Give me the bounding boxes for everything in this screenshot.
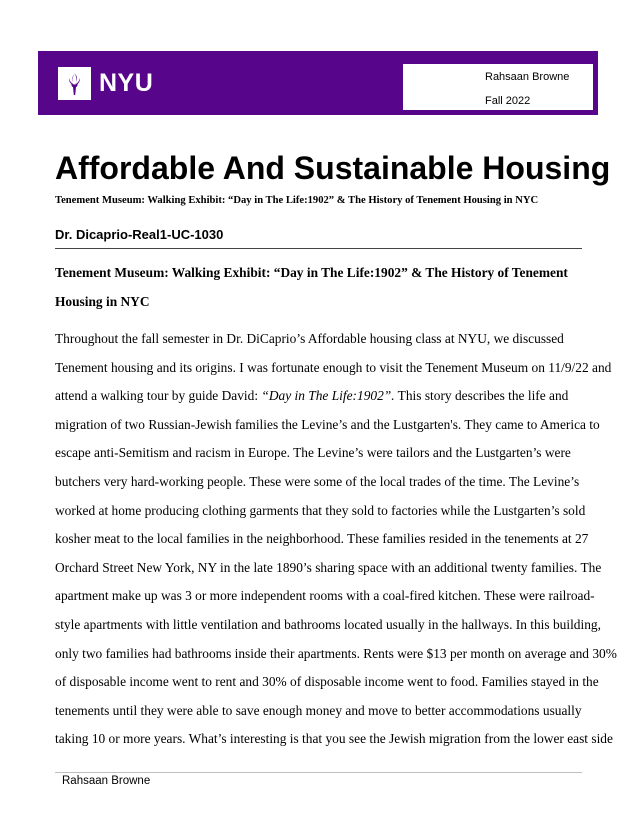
author-info-box xyxy=(403,64,593,110)
body-line: apartment make up was 3 or more independent rooms with a coal-fired kitchen. These were railroad- xyxy=(55,588,595,604)
body-line: migration of two Russian-Jewish families the Levine’s and the Lustgarten's. They came to America to xyxy=(55,416,600,432)
body-line: kosher meat to the local families in the neighborhood. These families resided in the tenements at 27 xyxy=(55,531,589,547)
header-banner xyxy=(38,51,598,115)
body-paragraph xyxy=(55,325,617,754)
section-heading xyxy=(55,258,582,316)
nyu-logo xyxy=(58,65,153,101)
body-line: Throughout the fall semester in Dr. DiCaprio’s Affordable housing class at NYU, we discussed xyxy=(55,331,564,346)
body-line: taking 10 or more years. What’s interesting is that you see the Jewish migration from the lower east side xyxy=(55,731,613,747)
body-line: of disposable income went to rent and 30% of disposable income went to food. Families stayed in the xyxy=(55,674,599,690)
body-line: Orchard Street New York, NY in the late 1890’s sharing space with an additional twenty families. The xyxy=(55,559,602,575)
course-author: Dr. Dicaprio-Real1-UC-1030 xyxy=(55,227,224,242)
torch-icon xyxy=(58,67,91,100)
body-line: butchers very hard-working people. These were some of the local trades of the time. The Levine’s xyxy=(55,473,580,489)
body-line: escape anti-Semitism and racism in Europe. The Levine’s were tailors and the Lustgarten’s were xyxy=(55,445,571,461)
footer-author: Rahsaan Browne xyxy=(62,775,151,787)
logo-text: NYU xyxy=(99,68,154,97)
body-line: Tenement housing and its origins. I was fortunate enough to visit the Tenement Museum on 11/9/22 and xyxy=(55,359,612,375)
exhibit-title-italic: “Day in The Life:1902”. xyxy=(261,388,395,404)
header-divider xyxy=(55,248,582,249)
page-subtitle: Tenement Museum: Walking Exhibit: “Day in The Life:1902” & The History of Tenement Housing in NYC xyxy=(55,195,539,206)
term-label: Fall 2022 xyxy=(485,95,531,107)
section-heading-line: Tenement Museum: Walking Exhibit: “Day in The Life:1902” & The History of Tenement xyxy=(55,265,568,280)
body-line: only two families had bathrooms inside their apartments. Rents were $13 per month on average and 30% xyxy=(55,645,617,661)
author-name: Rahsaan Browne xyxy=(485,71,570,83)
body-text-segment: attend a walking tour by guide David: xyxy=(55,388,262,404)
body-line: style apartments with little ventilation and bathrooms located usually in the hallways. In this building, xyxy=(55,616,601,632)
body-line xyxy=(55,382,582,411)
footer-divider xyxy=(55,772,582,773)
body-line: worked at home producing clothing garments that they sold to factories while the Lustgarten’s sold xyxy=(55,502,586,518)
body-text-segment: This story describes the life and xyxy=(394,388,569,404)
section-heading-line: Housing in NYC xyxy=(55,294,150,309)
page-title: Affordable And Sustainable Housing xyxy=(55,150,611,186)
body-line: tenements until they were able to save enough money and move to better accommodations usually xyxy=(55,702,582,718)
